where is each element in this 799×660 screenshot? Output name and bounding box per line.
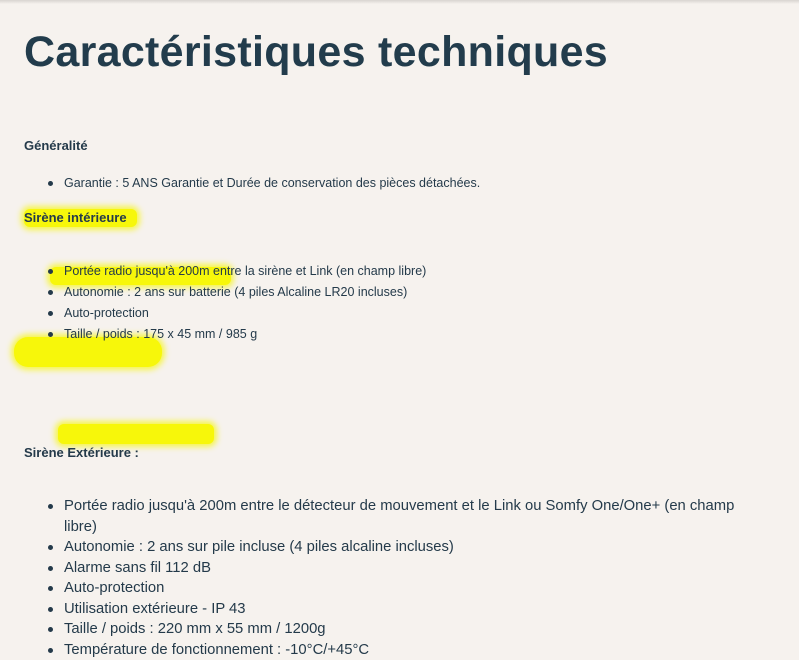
list-item: Auto-protection: [64, 578, 799, 599]
list-item: Taille / poids : 175 x 45 mm / 985 g: [64, 324, 799, 345]
list-item: Auto-protection: [64, 303, 799, 324]
highlight-mark: [58, 424, 214, 444]
list-sirene-exterieure: [64, 496, 799, 660]
list-item: Température de fonctionnement : -10°C/+45°C: [64, 640, 799, 660]
list-item: Alarme sans fil 112 dB: [64, 558, 799, 579]
section-title-sirene-interieure: Sirène intérieure: [24, 210, 799, 225]
list-item: Portée radio jusqu'à 200m entre le détecteur de mouvement et le Link ou Somfy One/One+ (en champ libre): [64, 496, 769, 537]
page-title: Caractéristiques techniques: [24, 28, 608, 77]
list-generalite: [64, 173, 480, 194]
list-item: Utilisation extérieure - IP 43: [64, 599, 799, 620]
list-item: Autonomie : 2 ans sur batterie (4 piles Alcaline LR20 incluses): [64, 282, 799, 303]
list-sirene-interieure: [64, 261, 799, 345]
list-item: Autonomie : 2 ans sur pile incluse (4 piles alcaline incluses): [64, 537, 799, 558]
list-item: Portée radio jusqu'à 200m entre la sirène et Link (en champ libre): [64, 261, 799, 282]
list-item: Taille / poids : 220 mm x 55 mm / 1200g: [64, 619, 799, 640]
section-title-sirene-exterieure: Sirène Extérieure :: [24, 445, 799, 460]
top-shadow: [0, 0, 799, 4]
list-item: Garantie : 5 ANS Garantie et Durée de conservation des pièces détachées.: [64, 173, 480, 194]
section-title-generalite: Généralité: [24, 138, 88, 153]
